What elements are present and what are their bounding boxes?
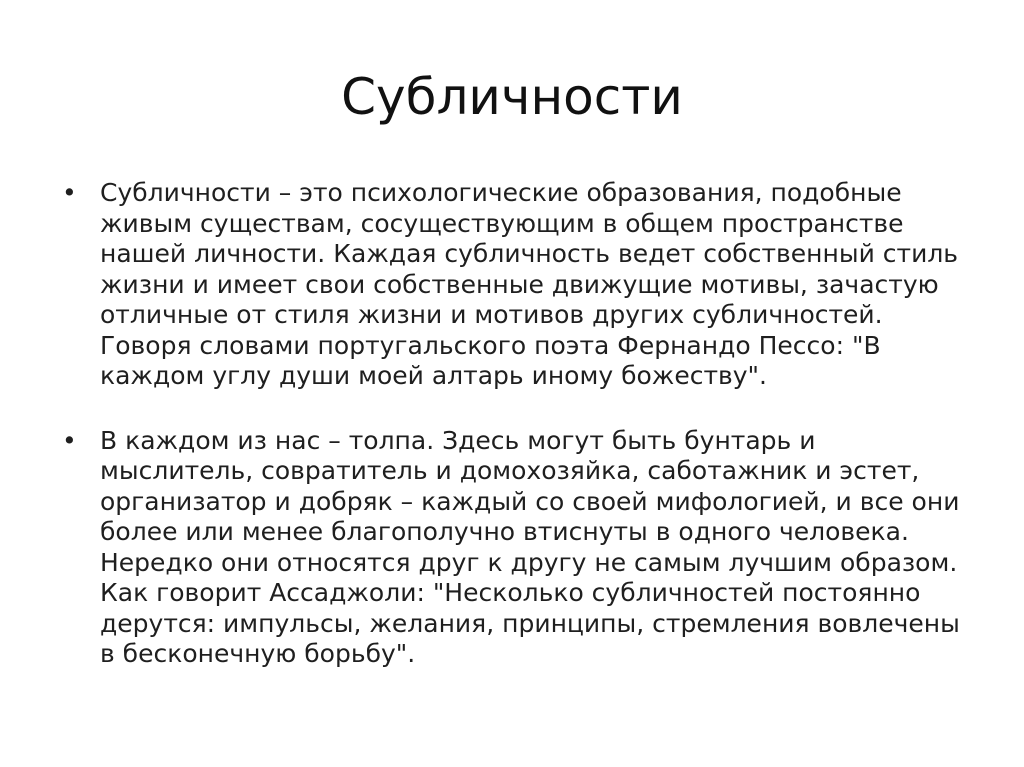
bullet-1-line-4: жизни и имеет свои собственные движущие мотивы, зачастую bbox=[100, 269, 939, 299]
bullet-dot: • bbox=[62, 178, 77, 207]
bullet-2-line-1: В каждом из нас – толпа. Здесь могут быть бунтарь и bbox=[100, 425, 816, 455]
bullet-2-line-7: дерутся: импульсы, желания, принципы, стремления вовлечены bbox=[100, 608, 960, 638]
bullet-1-line-7: каждом углу души моей алтарь иному божеству". bbox=[100, 361, 767, 390]
slide-title: Субличности bbox=[341, 68, 683, 126]
bullet-list bbox=[62, 178, 982, 670]
bullet-2-line-8: в бесконечную борьбу". bbox=[100, 639, 416, 668]
bullet-item-1 bbox=[62, 178, 982, 392]
bullet-1-line-1: Субличности – это психологические образования, подобные bbox=[100, 178, 902, 207]
bullet-1-line-3: нашей личности. Каждая субличность ведет собственный стиль bbox=[100, 239, 959, 268]
bullet-1-line-6: Говоря словами португальского поэта Фернандо Пессо: "В bbox=[100, 330, 881, 360]
bullet-2-line-5: Нередко они относятся друг к другу не самым лучшим образом. bbox=[100, 547, 958, 577]
bullet-item-2 bbox=[62, 426, 982, 670]
bullet-1-line-2: живым существам, сосуществующим в общем пространстве bbox=[100, 208, 904, 238]
bullet-1-line-5: отличные от стиля жизни и мотивов других субличностей. bbox=[100, 300, 883, 329]
bullet-2-line-6: Как говорит Ассаджоли: "Несколько субличностей постоянно bbox=[100, 578, 921, 607]
bullet-2-line-2: мыслитель, совратитель и домохозяйка, саботажник и эстет, bbox=[100, 456, 920, 485]
bullet-2-line-3: организатор и добряк – каждый со своей мифологией, и все они bbox=[100, 486, 960, 516]
bullet-2-line-4: более или менее благополучно втиснуты в одного человека. bbox=[100, 517, 909, 546]
bullet-dot: • bbox=[62, 425, 77, 455]
